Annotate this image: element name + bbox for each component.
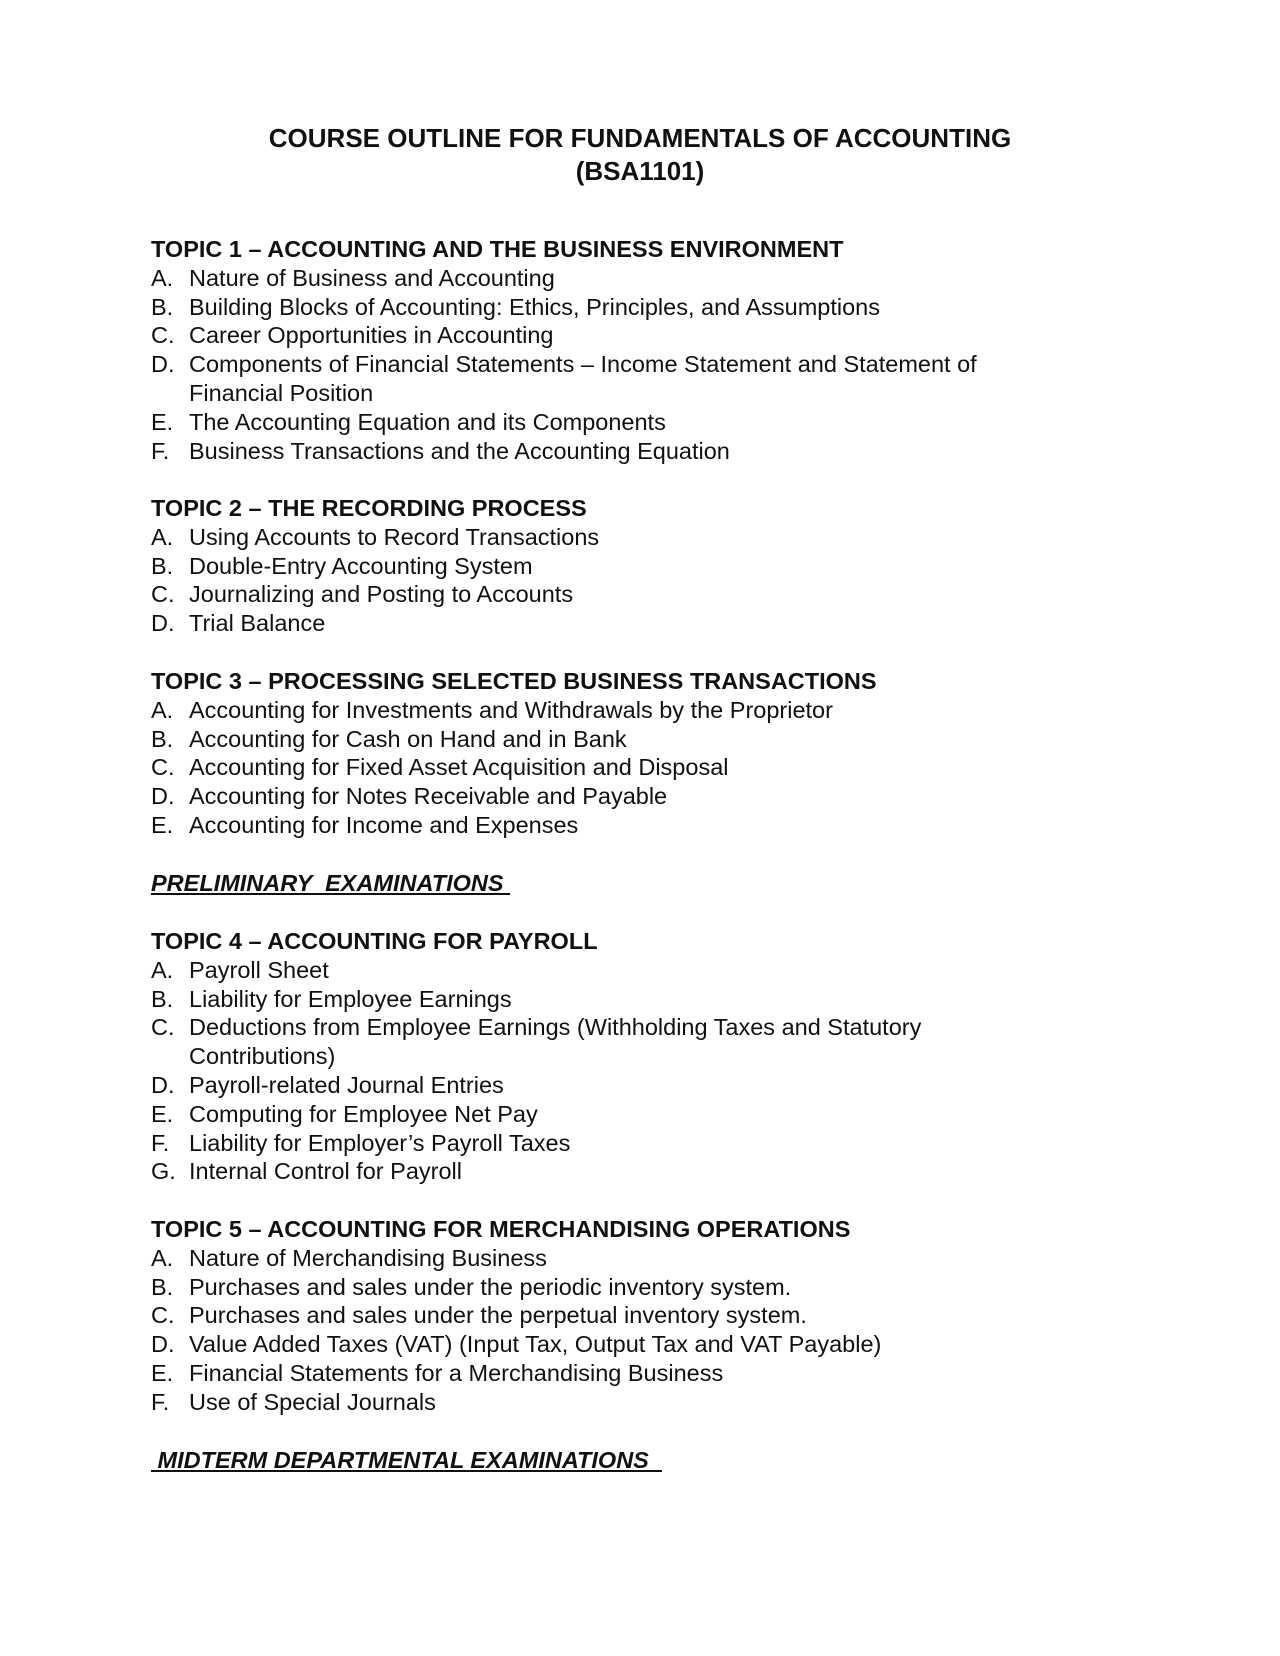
item-letter: B. (151, 552, 174, 579)
topic-item-list (151, 956, 1151, 1186)
item-letter: E. (151, 811, 174, 838)
topic-1-section (151, 235, 1151, 465)
item-letter: D. (151, 783, 175, 810)
topic-item-list (151, 264, 1151, 466)
item-letter: E. (151, 1100, 174, 1127)
item-text: Accounting for Fixed Asset Acquisition and Disposal (189, 754, 729, 781)
item-letter: A. (151, 1244, 174, 1271)
item-letter: F. (151, 1129, 170, 1156)
topic-heading: TOPIC 2 – THE RECORDING PROCESS (151, 495, 587, 521)
item-text: Accounting for Notes Receivable and Payable (189, 783, 668, 810)
list-item (151, 552, 1151, 581)
item-letter: B. (151, 985, 174, 1012)
item-letter: G. (151, 1158, 176, 1185)
item-text: Payroll Sheet (189, 956, 329, 983)
item-text: Accounting for Cash on Hand and in Bank (189, 725, 627, 752)
item-text: Double-Entry Accounting System (189, 552, 533, 579)
list-item (151, 1013, 1151, 1071)
list-item (151, 1100, 1151, 1129)
item-letter: C. (151, 1302, 175, 1329)
preliminary-exam-heading: PRELIMINARY EXAMINATIONS (151, 870, 511, 896)
item-letter: D. (151, 1331, 175, 1358)
item-letter: E. (151, 1359, 174, 1386)
item-letter: D. (151, 1071, 175, 1098)
list-item (151, 1359, 1151, 1388)
item-text: Payroll-related Journal Entries (189, 1071, 504, 1098)
item-text: Financial Statements for a Merchandising Business (189, 1359, 724, 1386)
list-item (151, 264, 1151, 293)
item-letter: C. (151, 581, 175, 608)
item-letter: B. (151, 725, 174, 752)
item-text: Value Added Taxes (VAT) (Input Tax, Output Tax and VAT Payable) (189, 1331, 882, 1358)
item-text: Purchases and sales under the perpetual inventory system. (189, 1302, 807, 1329)
item-letter: B. (151, 1273, 174, 1300)
item-letter: F. (151, 437, 170, 464)
list-item (151, 580, 1151, 609)
list-item (151, 782, 1151, 811)
list-item (151, 523, 1151, 552)
list-item (151, 811, 1151, 840)
item-text: The Accounting Equation and its Components (189, 408, 666, 435)
item-text: Building Blocks of Accounting: Ethics, Principles, and Assumptions (189, 293, 881, 320)
item-letter: C. (151, 322, 175, 349)
item-text: Using Accounts to Record Transactions (189, 523, 600, 550)
item-letter: C. (151, 754, 175, 781)
item-letter: E. (151, 408, 174, 435)
list-item (151, 956, 1151, 985)
item-text: Deductions from Employee Earnings (Withholding Taxes and Statutory Contributions) (189, 1014, 922, 1070)
item-text: Use of Special Journals (189, 1388, 436, 1415)
topic-heading: TOPIC 5 – ACCOUNTING FOR MERCHANDISING OPERATIONS (151, 1216, 851, 1242)
item-letter: A. (151, 523, 174, 550)
list-item (151, 1129, 1151, 1158)
topic-2-section (151, 494, 1151, 638)
topic-4-section (151, 927, 1151, 1186)
list-item (151, 1388, 1151, 1417)
topic-heading: TOPIC 4 – ACCOUNTING FOR PAYROLL (151, 928, 598, 954)
list-item (151, 350, 1151, 408)
item-letter: F. (151, 1388, 170, 1415)
midterm-exam-heading: MIDTERM DEPARTMENTAL EXAMINATIONS (151, 1447, 662, 1473)
list-item (151, 725, 1151, 754)
list-item (151, 753, 1151, 782)
item-text: Nature of Business and Accounting (189, 264, 555, 291)
list-item (151, 1157, 1151, 1186)
item-text: Internal Control for Payroll (189, 1158, 462, 1185)
item-letter: B. (151, 293, 174, 320)
list-item (151, 437, 1151, 466)
item-letter: D. (151, 610, 175, 637)
list-item (151, 985, 1151, 1014)
item-letter: A. (151, 264, 174, 291)
topic-item-list (151, 696, 1151, 840)
item-text: Computing for Employee Net Pay (189, 1100, 538, 1127)
item-text: Accounting for Investments and Withdrawals by the Proprietor (189, 696, 833, 723)
list-item (151, 1301, 1151, 1330)
item-letter: A. (151, 956, 174, 983)
list-item (151, 293, 1151, 322)
topic-heading: TOPIC 3 – PROCESSING SELECTED BUSINESS TRANSACTIONS (151, 668, 877, 694)
list-item (151, 1071, 1151, 1100)
item-text: Components of Financial Statements – Income Statement and Statement of Financial Position (189, 351, 977, 406)
course-code: (BSA1101) (575, 156, 705, 186)
item-text: Liability for Employer’s Payroll Taxes (189, 1129, 571, 1156)
item-text: Accounting for Income and Expenses (189, 811, 579, 838)
item-text: Liability for Employee Earnings (189, 985, 512, 1012)
item-text: Purchases and sales under the periodic inventory system. (189, 1273, 792, 1300)
document-title: COURSE OUTLINE FOR FUNDAMENTALS OF ACCOUNTING (268, 123, 1012, 153)
list-item (151, 696, 1151, 725)
item-text: Business Transactions and the Accounting Equation (189, 437, 730, 464)
list-item (151, 1244, 1151, 1273)
item-text: Career Opportunities in Accounting (189, 322, 554, 349)
item-letter: A. (151, 696, 174, 723)
topic-item-list (151, 523, 1151, 638)
item-letter: D. (151, 351, 175, 378)
topic-3-section (151, 667, 1151, 840)
list-item (151, 609, 1151, 638)
list-item (151, 321, 1151, 350)
list-item (151, 1330, 1151, 1359)
item-text: Journalizing and Posting to Accounts (189, 581, 574, 608)
topic-heading: TOPIC 1 – ACCOUNTING AND THE BUSINESS ENVIRONMENT (151, 236, 844, 262)
list-item (151, 408, 1151, 437)
topic-5-section (151, 1215, 1151, 1417)
item-text: Nature of Merchandising Business (189, 1244, 547, 1271)
topic-item-list (151, 1244, 1151, 1417)
list-item (151, 1273, 1151, 1302)
item-text: Trial Balance (189, 610, 326, 637)
item-letter: C. (151, 1014, 175, 1041)
